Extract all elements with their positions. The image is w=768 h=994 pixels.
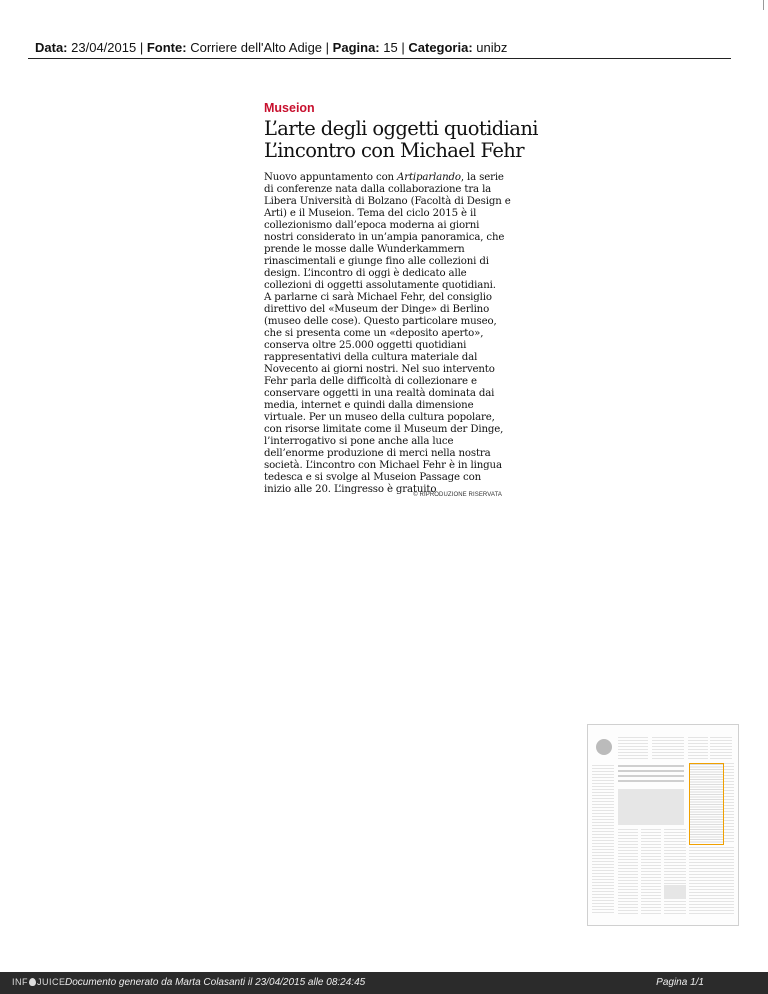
body-first-post: , la serie [460,172,504,183]
data-value: 23/04/2015 [71,40,137,55]
body-line: Novecento ai giorni nostri. Nel suo intervento [264,364,495,375]
body-line: che si presenta come un «deposito aperto», [264,328,484,339]
page-number: Pagina 1/1 [656,977,704,988]
infojuice-logo [12,977,66,987]
body-first-italic: Artiparlando [397,172,461,183]
body-line: media, internet e quindi dalla dimensione [264,400,474,411]
body-line: inizio alle 20. L’ingresso è gratuito [264,484,437,495]
generated-notice: Documento generato da Marta Colasanti il 23/04/2015 alle 08:24:45 [65,977,366,988]
categoria-label: Categoria: [408,40,473,55]
body-line: (museo delle cose). Questo particolare museo, [264,316,497,327]
body-line: Libera Università di Bolzano (Facoltà di Design e [264,196,511,207]
thumbnail-picture [664,885,686,899]
body-line: rappresentativi della cultura materiale dal [264,352,478,363]
thumbnail-column [618,829,638,915]
body-line: nostri considerato in un’ampia panoramica, che [264,232,505,243]
logo-text-right: JUICE [37,977,66,987]
body-line: Fehr parla delle difficoltà di collezionare e [264,376,477,387]
body-line: società. L’incontro con Michael Fehr è in lingua [264,460,502,471]
title-line: L’arte degli oggetti quotidiani [264,117,538,140]
body-line: A parlarne ci sarà Michael Fehr, del consiglio [264,292,492,303]
document-footer [0,972,768,994]
body-line: prende le mosse dalle Wunderkammern [264,244,465,255]
body-line: dell’enorme produzione di merci nella nostra [264,448,491,459]
body-line: rinascimentali e giunge fino alle collezioni di [264,256,489,267]
thumbnail-headline [618,765,684,785]
page-corner-mark [763,0,768,10]
categoria-value: unibz [476,40,508,55]
thumbnail-article-highlight [689,763,724,845]
thumbnail-logo [596,739,612,755]
body-line: conserva oltre 25.000 oggetti quotidiani [264,340,467,351]
body-line: con risorse limitate come il Museum der Dinge, [264,424,504,435]
header-separator: | [325,40,330,55]
header-separator: | [139,40,144,55]
logo-text-left: INF [12,977,28,987]
body-line: Arti) e il Museion. Tema del ciclo 2015 è il [264,208,477,219]
thumbnail-block [688,737,708,759]
thumbnail-column [664,829,686,915]
body-line: direttivo del «Museum der Dinge» di Berlino [264,304,490,315]
header-separator: | [401,40,405,55]
title-line: L’incontro con Michael Fehr [264,139,524,162]
article-title [264,118,564,162]
body-line: conservare oggetti in una realtà dominata dai [264,388,495,399]
body-line: design. L’incontro di oggi è dedicato alle [264,268,467,279]
page-thumbnail [587,724,739,926]
article-section: Museion [264,101,315,115]
pagina-value: 15 [383,40,398,55]
pagina-label: Pagina: [332,40,380,55]
thumbnail-block [618,737,648,759]
thumbnail-column [724,763,734,843]
fonte-label: Fonte: [146,40,187,55]
thumbnail-column [592,765,614,915]
fonte-value: Corriere dell'Alto Adige [190,40,323,55]
thumbnail-block [652,737,684,759]
header-divider [28,58,731,59]
drop-icon [29,978,36,986]
thumbnail-column [641,829,661,915]
body-line: collezioni di oggetti assolutamente quotidiani. [264,280,496,291]
body-line: l’interrogativo si pone anche alla luce [264,436,454,447]
copyright-notice: © RIPRODUZIONE RISERVATA [413,492,502,498]
body-line: di conferenze nata dalla collaborazione tra la [264,184,492,195]
thumbnail-picture [618,789,684,825]
document-header [35,40,735,55]
thumbnail-block [710,737,732,759]
body-line-first [264,172,514,184]
data-label: Data: [35,40,68,55]
article-body [264,172,514,496]
thumbnail-column [689,847,734,915]
body-line: tedesca e si svolge al Museion Passage con [264,472,481,483]
body-first-pre: Nuovo appuntamento con [264,172,398,183]
body-line: virtuale. Per un museo della cultura popolare, [264,412,495,423]
body-line: collezionismo dall’epoca moderna ai giorni [264,220,480,231]
